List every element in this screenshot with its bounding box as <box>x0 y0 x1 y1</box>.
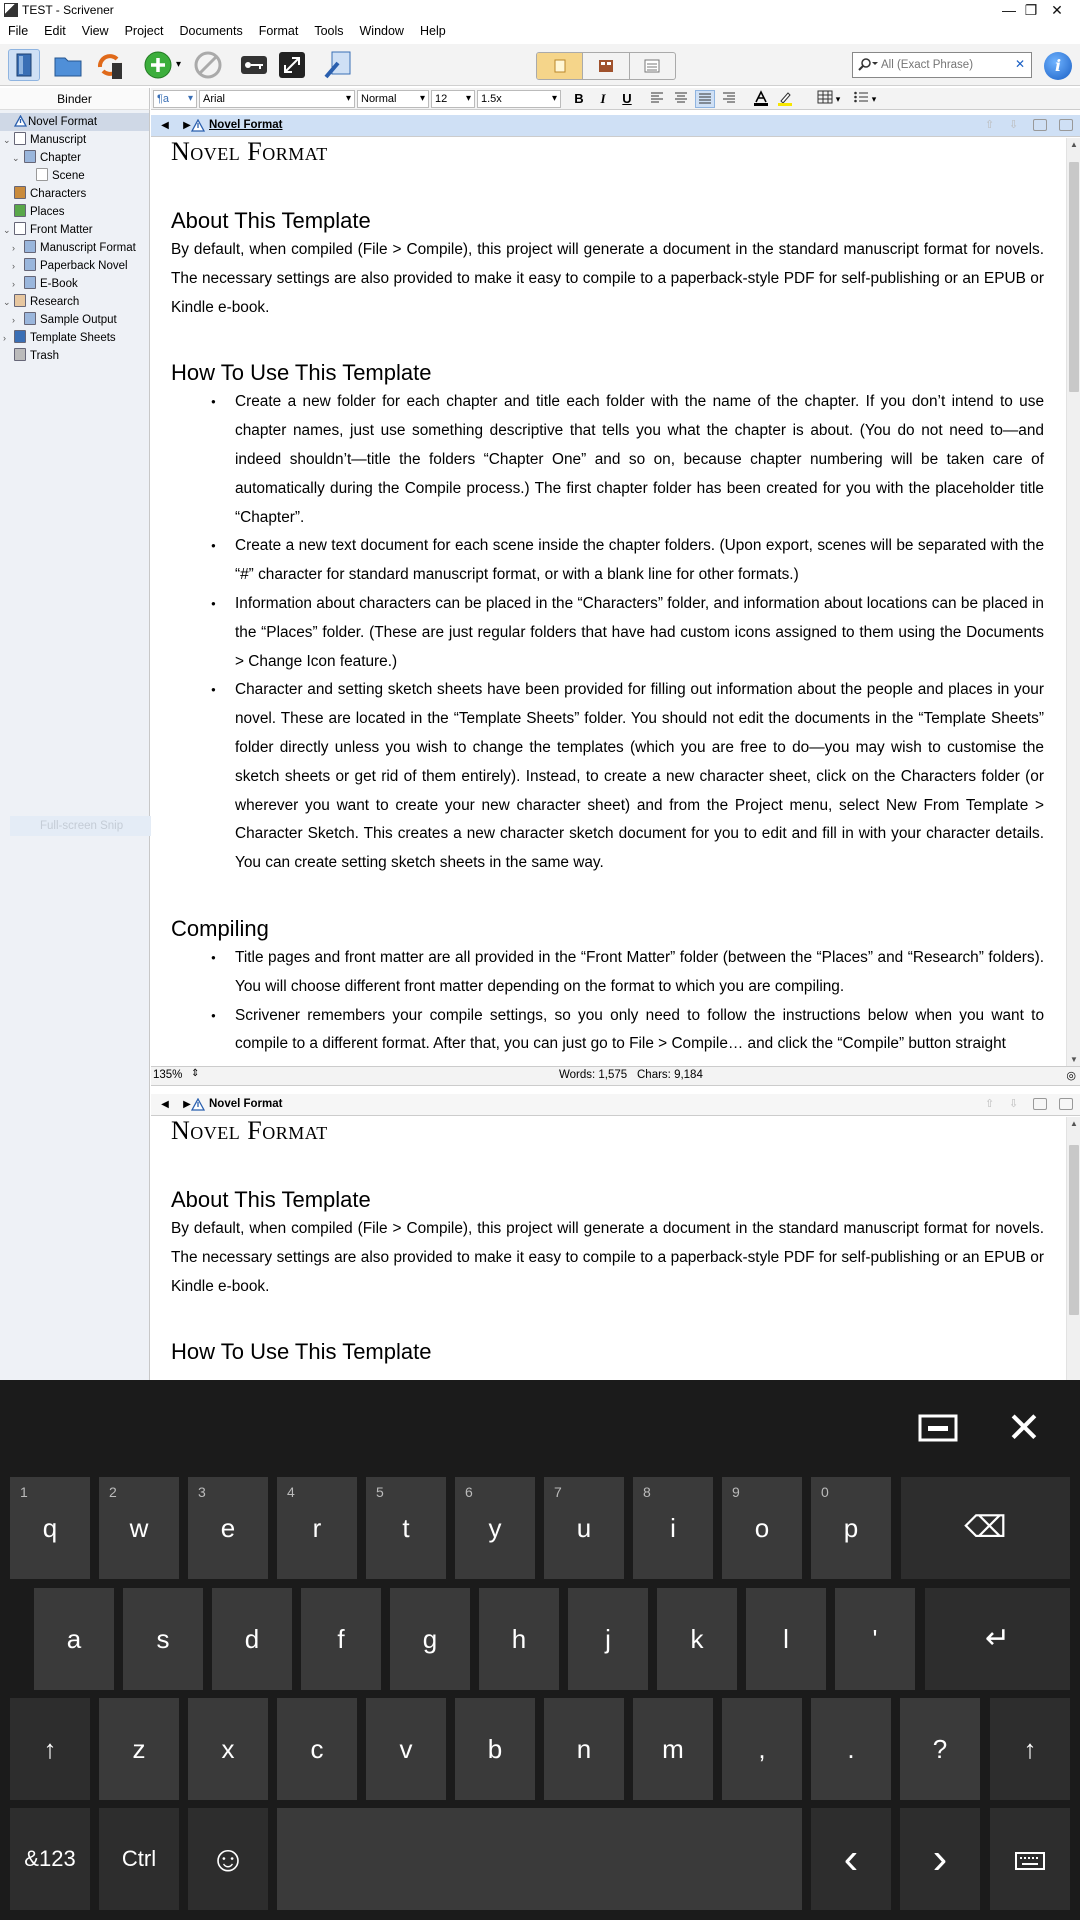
back-arrow-icon[interactable]: ◀ <box>161 120 169 131</box>
touch-keyboard <box>0 1380 1080 1920</box>
key-z[interactable]: z <box>99 1698 179 1800</box>
expand-arrow-icon[interactable]: ⌄ <box>12 153 20 163</box>
previous-document-icon[interactable]: ⇧ <box>985 1098 995 1110</box>
back-arrow-icon[interactable]: ◀ <box>161 1099 169 1110</box>
key-j[interactable]: j <box>568 1588 648 1690</box>
word-count: Words: 1,575 <box>559 1069 628 1081</box>
scrollbar-thumb[interactable] <box>1069 1145 1079 1315</box>
collapse-arrow-icon[interactable]: › <box>12 315 15 325</box>
warning-icon <box>191 1098 205 1114</box>
zoom-stepper-icon[interactable]: ⇕ <box>191 1068 200 1079</box>
list-item: ● Information about characters can be placed in the “Characters” folder, and information about locations can be placed in the “Places” folder. (These are just regular folders that have had custom icons assigned to them using the Documents > Change Icon feature.) <box>235 590 1044 676</box>
key-c[interactable]: c <box>277 1698 357 1800</box>
next-document-icon[interactable]: ⇩ <box>1009 1098 1019 1110</box>
bold-button[interactable]: B <box>574 91 584 106</box>
keyboard-dock-icon[interactable] <box>914 1404 962 1452</box>
key-x[interactable]: x <box>188 1698 268 1800</box>
emoji-key[interactable]: ☺ <box>188 1808 268 1910</box>
expand-arrow-icon[interactable]: ⌄ <box>3 297 11 307</box>
menu-window[interactable]: Window <box>359 24 404 38</box>
editor-pane-bottom[interactable] <box>151 1117 1066 1380</box>
editor-header-top <box>151 115 1080 137</box>
font-style-select[interactable]: Normal ▾ <box>357 90 429 108</box>
split-horizontal-icon[interactable] <box>1059 119 1073 131</box>
key-period[interactable]: . <box>811 1698 891 1800</box>
keyboard-layout-key[interactable] <box>990 1808 1070 1910</box>
binder-item-novel-format[interactable]: Novel Format <box>0 113 149 131</box>
backspace-key[interactable]: ⌫ <box>901 1477 1070 1579</box>
collapse-arrow-icon[interactable]: › <box>3 333 6 343</box>
list-item: ● Scrivener remembers your compile settings, so you only need to follow the instructions below when you want to compile to a different format. After that, you can just go to File > Compile… and click the “Compile” button straight <box>235 1002 1044 1060</box>
title-bar <box>0 0 1080 22</box>
align-right-icon[interactable] <box>719 90 739 108</box>
key-o[interactable]: 9 o <box>722 1477 802 1579</box>
font-family-select[interactable]: Arial ▾ <box>199 90 355 108</box>
key-e[interactable]: 3 e <box>188 1477 268 1579</box>
collapse-arrow-icon[interactable]: › <box>12 279 15 289</box>
binder-item-template-sheets[interactable]: Template Sheets <box>14 329 116 347</box>
section-heading-compiling: Compiling <box>171 915 269 941</box>
key-p[interactable]: 0 p <box>811 1477 891 1579</box>
section-heading-about: About This Template <box>171 1187 371 1212</box>
key-y[interactable]: 6 y <box>455 1477 535 1579</box>
template-sheets-icon <box>14 330 26 343</box>
binder-item-places[interactable]: Places <box>14 203 65 221</box>
binder-toggle-icon[interactable] <box>8 49 40 81</box>
menu-bar <box>0 22 1080 43</box>
binder-sidebar <box>0 110 150 1380</box>
enter-key[interactable]: ↵ <box>925 1588 1070 1690</box>
key-i[interactable]: 8 i <box>633 1477 713 1579</box>
characters-folder-icon <box>14 186 26 199</box>
maximize-button[interactable]: ❐ <box>1024 2 1038 18</box>
inspector-info-button[interactable]: i <box>1044 52 1072 80</box>
scrivener-app-icon <box>4 3 18 17</box>
editor-document-title[interactable]: Novel Format <box>209 119 283 131</box>
research-icon <box>14 294 26 307</box>
binder-item-manuscript-format[interactable]: Manuscript Format <box>24 239 136 257</box>
section-heading-how-to: How To Use This Template <box>171 1339 432 1365</box>
warning-icon <box>191 119 205 135</box>
editor-scrollbar-top[interactable] <box>1066 138 1080 1066</box>
ctrl-key[interactable]: Ctrl <box>99 1808 179 1910</box>
format-bar <box>151 88 1080 110</box>
list-item: ● Create a new text document for each scene inside the chapter folders. (Upon export, scenes will be separated with the “#” character for standard manuscript format, or with a blank line for other formats.) <box>235 532 1044 590</box>
split-horizontal-icon[interactable] <box>1059 1098 1073 1110</box>
editor-footer <box>151 1066 1080 1086</box>
folder-icon <box>24 240 36 253</box>
key-a[interactable]: a <box>34 1588 114 1690</box>
keyboard-icon <box>1015 1844 1045 1874</box>
sync-icon[interactable] <box>94 49 126 81</box>
cursor-right-key[interactable]: › <box>900 1808 980 1910</box>
menu-edit[interactable]: Edit <box>44 24 66 38</box>
folder-icon <box>24 150 36 163</box>
search-input[interactable] <box>881 56 1011 74</box>
collapse-arrow-icon[interactable]: › <box>12 261 15 271</box>
key-d[interactable]: d <box>212 1588 292 1690</box>
key-q[interactable]: 1 q <box>10 1477 90 1579</box>
key-s[interactable]: s <box>123 1588 203 1690</box>
how-to-list <box>235 388 1044 878</box>
editor-document-title[interactable]: Novel Format <box>209 1098 283 1110</box>
key-g[interactable]: g <box>390 1588 470 1690</box>
folder-icon <box>24 276 36 289</box>
forward-arrow-icon[interactable]: ▶ <box>183 120 191 131</box>
binder-item-front-matter[interactable]: Front Matter <box>14 221 93 239</box>
close-window-button[interactable]: ✕ <box>1051 2 1063 18</box>
cursor-left-key[interactable]: ‹ <box>811 1808 891 1910</box>
document-heading: Novel Format <box>171 138 328 166</box>
key-f[interactable]: f <box>301 1588 381 1690</box>
menu-format[interactable]: Format <box>258 24 299 38</box>
key-apostrophe[interactable]: ' <box>835 1588 915 1690</box>
document-heading: Novel Format <box>171 1117 328 1145</box>
binder-item-chapter[interactable]: Chapter <box>24 149 81 167</box>
underline-button[interactable]: U <box>622 91 632 106</box>
full-screen-snip-ghost: Full-screen Snip <box>10 816 180 836</box>
binder-header: Binder <box>0 88 150 110</box>
folder-icon <box>24 312 36 325</box>
key-n[interactable]: n <box>544 1698 624 1800</box>
align-center-icon[interactable] <box>671 90 691 108</box>
scrollbar-thumb[interactable] <box>1069 162 1079 392</box>
split-vertical-icon[interactable] <box>1033 119 1047 131</box>
corkboard-mode-icon[interactable] <box>583 53 629 79</box>
text-color-icon[interactable] <box>751 90 771 108</box>
minimize-button[interactable]: — <box>1002 2 1016 18</box>
add-item-dropdown-icon[interactable]: ▾ <box>176 59 182 70</box>
inspector-keywords-icon[interactable] <box>238 49 270 81</box>
expand-arrow-icon[interactable]: ⌄ <box>3 225 11 235</box>
open-folder-icon[interactable] <box>52 49 84 81</box>
folder-icon <box>24 258 36 271</box>
key-k[interactable]: k <box>657 1588 737 1690</box>
binder-item-characters[interactable]: Characters <box>14 185 86 203</box>
key-b[interactable]: b <box>455 1698 535 1800</box>
trash-icon <box>14 348 26 361</box>
scroll-up-arrow-icon[interactable]: ▲ <box>1070 1119 1078 1128</box>
menu-project[interactable]: Project <box>124 24 164 38</box>
table-icon[interactable] <box>815 90 835 108</box>
paragraph-style-icon[interactable]: ¶a ▾ <box>153 90 197 108</box>
menu-documents[interactable]: Documents <box>179 24 243 38</box>
collapse-arrow-icon[interactable]: › <box>12 243 15 253</box>
symbols-key[interactable]: &123 <box>10 1808 90 1910</box>
align-left-icon[interactable] <box>647 90 667 108</box>
binder-item-sample-output[interactable]: Sample Output <box>24 311 117 329</box>
font-size-select[interactable]: 12 ▾ <box>431 90 475 108</box>
list-item: ● Title pages and front matter are all provided in the “Front Matter” folder (between the “Places” and “Research” folders). You will choose different front matter depending on the format to which you are compiling. <box>235 944 1044 1002</box>
key-comma[interactable]: , <box>722 1698 802 1800</box>
key-u[interactable]: 7 u <box>544 1477 624 1579</box>
shift-key-right[interactable]: ↑ <box>990 1698 1070 1800</box>
outliner-mode-icon[interactable] <box>630 53 675 79</box>
scrivenings-mode-icon[interactable] <box>537 53 583 79</box>
char-count: Chars: 9,184 <box>637 1069 703 1081</box>
key-r[interactable]: 4 r <box>277 1477 357 1579</box>
split-vertical-icon[interactable] <box>1033 1098 1047 1110</box>
key-w[interactable]: 2 w <box>99 1477 179 1579</box>
target-icon[interactable]: ◎ <box>1066 1070 1076 1082</box>
menu-help[interactable]: Help <box>419 24 446 38</box>
list-icon[interactable] <box>851 90 871 108</box>
editor-pane-top[interactable] <box>151 138 1066 1066</box>
add-item-icon[interactable] <box>142 49 174 81</box>
compiling-list <box>235 944 1044 1059</box>
search-icon <box>857 57 879 74</box>
table-dropdown-icon[interactable]: ▾ <box>835 94 841 104</box>
key-l[interactable]: l <box>746 1588 826 1690</box>
key-h[interactable]: h <box>479 1588 559 1690</box>
list-item: ● Character and setting sketch sheets have been provided for filling out information about the people and places in your novel. These are located in the “Template Sheets” folder. You should not edit the documents in the “Template Sheets” folder directly unless you wish to change the templates (which you are free to do—you may wish to customise the sketch sheets or get rid of them entirely). Instead, to create a new character sheet, click on the Characters folder (or wherever you want to create your new character sheet) and from the Project menu, select New From Template > Character Sketch. This creates a new character sketch document for you to edit and fill in with your character details. You can create setting sketch sheets in the same way. <box>235 676 1044 878</box>
forward-arrow-icon[interactable]: ▶ <box>183 1099 191 1110</box>
menu-file[interactable]: File <box>8 24 29 38</box>
about-paragraph: By default, when compiled (File > Compile), this project will generate a document in the standard manuscript format for novels. The necessary settings are also provided to make it easy to compile to a paperback-style PDF for self-publishing or an EPUB or Kindle e-book. <box>171 241 1044 316</box>
key-m[interactable]: m <box>633 1698 713 1800</box>
main-toolbar <box>0 44 1080 86</box>
italic-button[interactable]: I <box>600 91 606 106</box>
section-heading-about: About This Template <box>171 208 371 233</box>
shift-key-left[interactable]: ↑ <box>10 1698 90 1800</box>
next-document-icon[interactable]: ⇩ <box>1009 119 1019 131</box>
compile-icon[interactable] <box>322 49 354 81</box>
zoom-level[interactable]: 135% <box>153 1069 183 1081</box>
scroll-down-arrow-icon[interactable]: ▼ <box>1070 1055 1078 1064</box>
key-t[interactable]: 5 t <box>366 1477 446 1579</box>
editor-header-bottom <box>151 1094 1080 1116</box>
document-icon <box>36 168 48 181</box>
binder-item-scene[interactable]: Scene <box>36 167 85 185</box>
highlight-icon[interactable] <box>775 90 795 108</box>
full-screen-icon[interactable] <box>276 49 308 81</box>
key-v[interactable]: v <box>366 1698 446 1800</box>
binder-item-e-book[interactable]: E-Book <box>24 275 78 293</box>
window-title: TEST - Scrivener <box>22 3 114 17</box>
menu-view[interactable]: View <box>81 24 109 38</box>
expand-arrow-icon[interactable]: ⌄ <box>3 135 11 145</box>
align-justify-icon[interactable] <box>695 90 715 108</box>
front-matter-icon <box>14 222 26 235</box>
view-mode-segmented-control <box>536 52 676 80</box>
binder-item-trash[interactable]: Trash <box>14 347 59 365</box>
about-paragraph: By default, when compiled (File > Compile), this project will generate a document in the standard manuscript format for novels. The necessary settings are also provided to make it easy to compile to a paperback-style PDF for self-publishing or an EPUB or Kindle e-book. <box>171 1220 1044 1295</box>
search-field[interactable] <box>852 52 1032 78</box>
binder-item-manuscript[interactable]: Manuscript <box>14 131 86 149</box>
binder-item-paperback-novel[interactable]: Paperback Novel <box>24 257 128 275</box>
previous-document-icon[interactable]: ⇧ <box>985 119 995 131</box>
list-item: ● Create a new folder for each chapter and title each folder with the name of the chapter. If you don’t intend to use chapter names, just use something descriptive that tells you what the chapter is about. (You do not need to—and indeed shouldn’t—title the folders “Chapter One” and so on, because chapter numbering will be taken care of automatically during the Compile process.) The first chapter folder has been created for you with the placeholder title “Chapter”. <box>235 388 1044 532</box>
key-question[interactable]: ? <box>900 1698 980 1800</box>
places-folder-icon <box>14 204 26 217</box>
binder-item-research[interactable]: Research <box>14 293 79 311</box>
clear-search-icon[interactable]: ✕ <box>1014 57 1025 71</box>
menu-tools[interactable]: Tools <box>314 24 344 38</box>
scroll-up-arrow-icon[interactable]: ▲ <box>1070 140 1078 149</box>
line-spacing-select[interactable]: 1.5x ▾ <box>477 90 561 108</box>
section-heading-how-to: How To Use This Template <box>171 360 432 386</box>
space-key[interactable] <box>277 1808 802 1910</box>
list-dropdown-icon[interactable]: ▾ <box>871 94 877 104</box>
editor-scrollbar-bottom[interactable] <box>1066 1117 1080 1380</box>
manuscript-icon <box>14 132 26 145</box>
delete-disabled-icon[interactable] <box>192 49 224 81</box>
close-keyboard-icon[interactable]: ✕ <box>1006 1404 1042 1451</box>
